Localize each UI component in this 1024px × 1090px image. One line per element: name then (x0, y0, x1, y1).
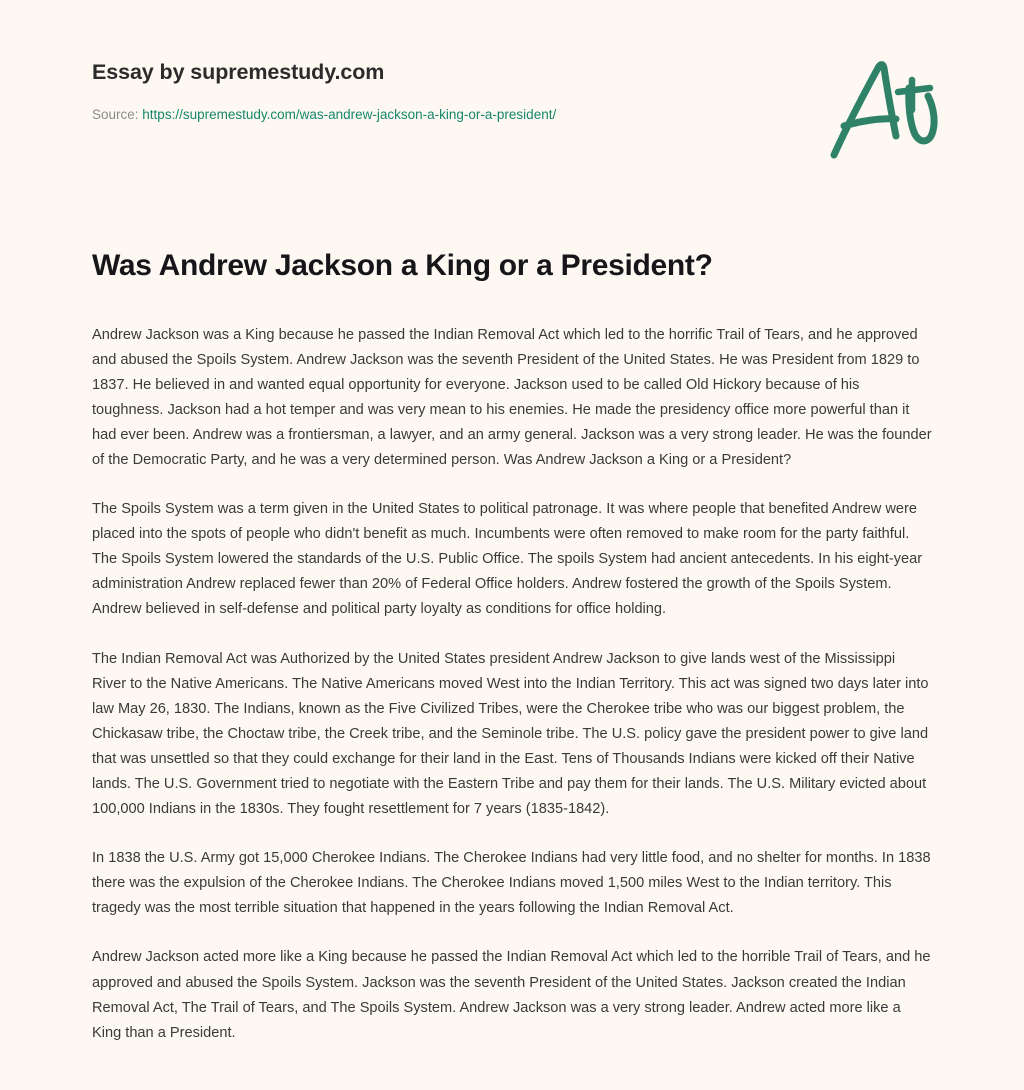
header-text-block (92, 60, 772, 123)
source-line (92, 106, 772, 124)
essay-byline: Essay by supremestudy.com (92, 60, 385, 84)
article-container (0, 247, 1024, 1076)
paragraph: In 1838 the U.S. Army got 15,000 Cherokee Indians. The Cherokee Indians had very little food, and no shelter for months. In 1838 there was the expulsion of the Cherokee Indians. The Cherokee Indians moved 1,500 miles West to the Indian territory. This tragedy was the most terrible situation that happened in the years following the Indian Removal Act. (92, 850, 931, 917)
aplus-logo-icon (822, 52, 946, 164)
source-label: Source: (92, 106, 139, 122)
paragraph: Andrew Jackson acted more like a King because he passed the Indian Removal Act which led to the horrible Trail of Tears, and he approved and abused the Spoils System. Jackson was the seventh President of the United States. Jackson created the Indian Removal Act, The Trail of Tears, and The Spoils System. Andrew Jackson was a very strong leader. Andrew acted more like a King than a President. (92, 949, 931, 1041)
article-body (92, 323, 932, 1046)
paragraph: Andrew Jackson was a King because he passed the Indian Removal Act which led to the horrific Trail of Tears, and he approved and abused the Spoils System. Andrew Jackson was the seventh President of the United States. He was President from 1829 to 1837. He believed in and wanted equal opportunity for everyone. Jackson used to be called Old Hickory because of his toughness. Jackson had a hot temper and was very mean to his enemies. He made the presidency office more powerful than it had ever been. Andrew was a frontiersman, a lawyer, and an army general. Jackson was a very strong leader. He was the founder of the Democratic Party, and he was a very determined person. Was Andrew Jackson a King or a President? (92, 326, 932, 468)
paragraph: The Indian Removal Act was Authorized by the United States president Andrew Jackson to give lands west of the Mississippi River to the Native Americans. The Native Americans moved West into the Indian Territory. This act was signed two days later into law May 26, 1830. The Indians, known as the Five Civilized Tribes, were the Cherokee tribe who was our biggest problem, the Chickasaw tribe, the Choctaw tribe, the Creek tribe, and the Seminole tribe. The U.S. policy gave the president power to give land that was unsettled so that they could exchange for their land in the East. Tens of Thousands Indians were kicked off their Native lands. The U.S. Government tried to negotiate with the Eastern Tribe and pay them for their lands. The U.S. Military evicted about 100,000 Indians in the 1830s. They fought resettlement for 7 years (1835-1842). (92, 650, 929, 818)
document-header (0, 0, 1024, 175)
paragraph: The Spoils System was a term given in the United States to political patronage. It was where people that benefited Andrew were placed into the spots of people who didn't benefit as much. Incumbents were often removed to make room for the party faithful. The Spoils System lowered the standards of the U.S. Public Office. The spoils System had ancient antecedents. In his eight-year administration Andrew replaced fewer than 20% of Federal Office holders. Andrew fostered the growth of the Spoils System. Andrew believed in self-defense and political party loyalty as conditions for office holding. (92, 501, 923, 618)
page-title: Was Andrew Jackson a King or a President? (92, 249, 713, 282)
source-url-link[interactable]: https://supremestudy.com/was-andrew-jackson-a-king-or-a-president/ (142, 106, 557, 122)
